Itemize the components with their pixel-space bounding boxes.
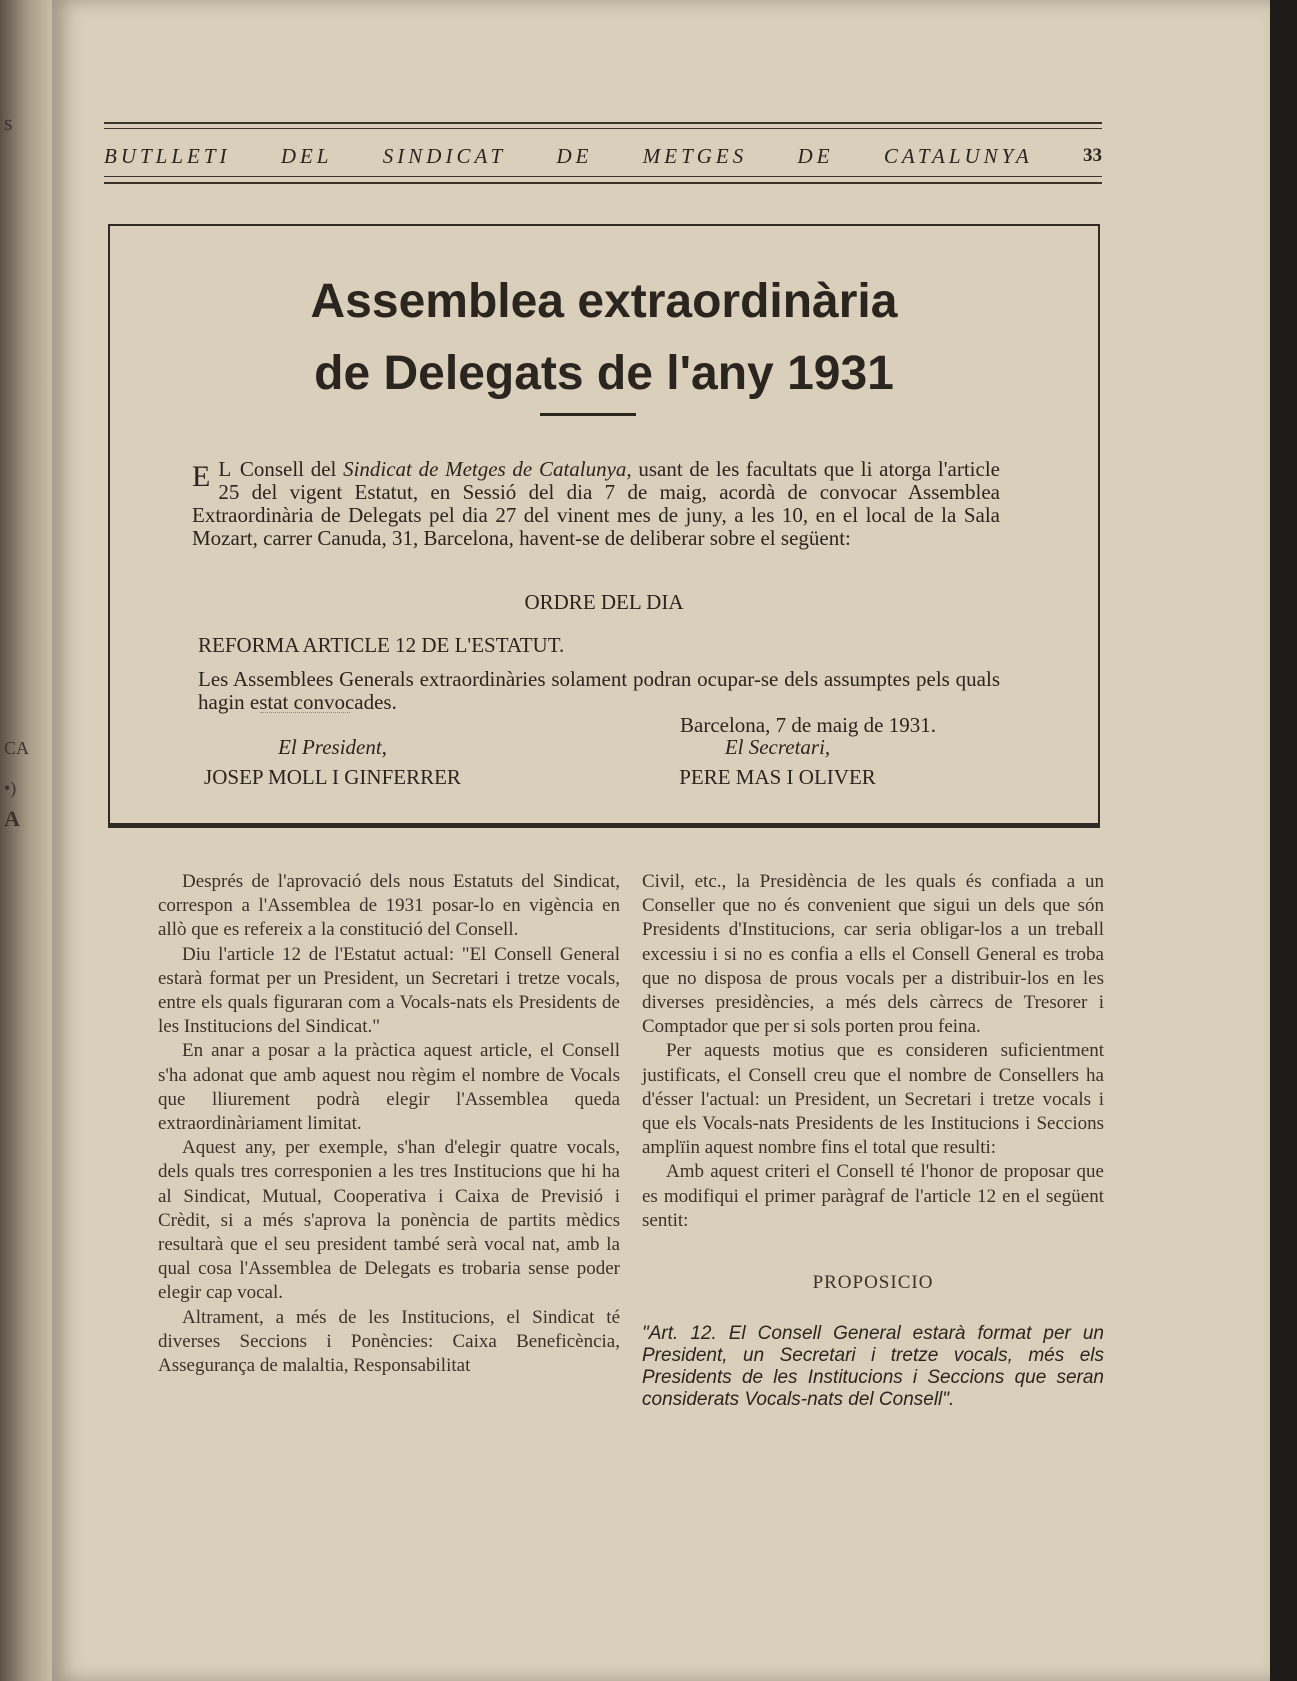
- intro-text: Consell del: [233, 457, 344, 481]
- left-column: [158, 870, 620, 1378]
- notice-title-line: Assemblea extraordinària: [310, 275, 898, 328]
- notice-title-line: de Delegats de l'any 1931: [314, 347, 894, 400]
- stamp-mark: [260, 702, 350, 713]
- margin-fragment: •): [4, 778, 17, 798]
- proposal-heading: PROPOSICIO: [812, 1272, 934, 1294]
- president-name: JOSEP MOLL I GINFERRER: [204, 765, 461, 789]
- paragraph: Diu l'article 12 de l'Estatut actual: "El Consell General estarà format per un President, un Secretari i tretze vocals, entre els quals figuraran com a Vocals-nats els Presidents de les Institucions del Sindicat.": [158, 943, 620, 1038]
- paragraph: Aquest any, per exemple, s'han d'elegir quatre vocals, dels quals tres corresponien a les tres Institucions que hi ha al Sindicat, Mutual, Cooperativa i Caixa de Previsió i Crèdit, si a més s'aprova la ponència de partits mèdics resultarà que el seu president també serà vocal nat, amb la qual cosa l'Assemblea de Delegats es trobaria sense poder elegir cap vocal.: [158, 1137, 620, 1304]
- paragraph: En anar a posar a la pràctica aquest article, el Consell s'ha adonat que amb aquest nou règim el nombre de Vocals que lliurement podrà elegir l'Assemblea queda extraordinàriament limitat.: [158, 1040, 620, 1135]
- paragraph: Amb aquest criteri el Consell té l'honor de proposar que es modifiqui el primer paràgraf de l'article 12 en el següent sentit:: [642, 1161, 1104, 1231]
- margin-fragment: A: [4, 806, 20, 831]
- drop-cap: E: [192, 460, 211, 493]
- paragraph: Per aquests motius que es consideren suficientment justificats, el Consell creu que el nombre de Consellers ha d'ésser l'actual: un President, un Secretari i tretze vocals i que els Vocals-nats Presidents de les Institucions i Seccions amplïin aquest nombre fins el total que resulti:: [642, 1040, 1104, 1159]
- header-rule-bottom: [104, 182, 1102, 184]
- margin-fragment: s: [4, 110, 13, 135]
- intro-rest: usant de les facultats que li atorga l'article 25 del vigent Estatut, en Sessió del dia 7 de maig, acordà de convocar Assemblea Extraordinària de Delegats pel dia 27 del vinent mes de juny, a les 10, en el local de la Sala Mozart, carrer Canuda, 31, Barcelona, havent-se de deliberar sobre el següent:: [192, 457, 1000, 550]
- header-word: SINDICAT: [382, 143, 507, 168]
- previous-page-edge: [0, 0, 52, 1681]
- proposal-text: "Art. 12. El Consell General estarà format per un President, un Secretari i tretze vocals, més els Presidents de les Institucions i Seccions que seran considerats Vocals-nats del Consell".: [642, 1323, 1104, 1411]
- scan-edge: [1270, 0, 1297, 1681]
- place-date: Barcelona, 7 de maig de 1931.: [680, 713, 936, 737]
- title-divider: [540, 413, 636, 416]
- header-word: CATALUNYA: [883, 143, 1033, 168]
- paragraph: Civil, etc., la Presidència de les quals és confiada a un Conseller que no és convenient que sigui un dels que són Presidents d'Institucions, car seria obligar-los a un treball excessiu i si no es confia a ells el Consell General es troba que no disposa de prous vocals per a distribuir-los en les diverses presidències, a més dels càrrecs de Tresorer i Comptador que per si sols porten prou feina.: [642, 871, 1104, 1038]
- header-word: BUTLLETI: [104, 143, 231, 168]
- running-header: [104, 141, 1102, 171]
- intro-italic: Sindicat de Metges de Catalunya,: [343, 457, 632, 481]
- header-rule-bottom-thin: [104, 176, 1102, 177]
- page-number: 33: [1083, 145, 1102, 166]
- secretary-name: PERE MAS I OLIVER: [679, 765, 876, 789]
- notice-note: Les Assemblees Generals extraordinàries solament podran ocupar-se dels assumptes pels quals hagin estat convocades.: [198, 667, 1000, 714]
- notice-intro: [192, 458, 1000, 550]
- header-word: METGES: [642, 143, 748, 168]
- secretary-role: El Secretari,: [724, 735, 831, 759]
- paragraph: Altrament, a més de les Institucions, el Sindicat té diverses Seccions i Ponències: Caixa Beneficència, Assegurança de malaltia, Responsabilitat: [158, 1306, 620, 1377]
- header-word: DE: [556, 143, 593, 168]
- agenda-item: REFORMA ARTICLE 12 DE L'ESTATUT.: [198, 633, 565, 657]
- agenda-heading: ORDRE DEL DIA: [524, 590, 684, 614]
- intro-smallcaps: L: [218, 457, 234, 481]
- president-role: El President,: [278, 735, 387, 759]
- notice-title: [110, 266, 1098, 410]
- header-rule-top-thin: [104, 128, 1102, 129]
- header-rule-top: [104, 122, 1102, 124]
- paragraph: Després de l'aprovació dels nous Estatuts del Sindicat, correspon a l'Assemblea de 1931 posar-lo en vigència en allò que es refereix a la constitució del Consell.: [158, 871, 620, 941]
- right-column: [642, 870, 1104, 1411]
- margin-fragment: CA: [4, 738, 30, 758]
- header-word: DEL: [280, 143, 333, 168]
- assembly-notice-box: [108, 224, 1100, 828]
- header-word: DE: [797, 143, 834, 168]
